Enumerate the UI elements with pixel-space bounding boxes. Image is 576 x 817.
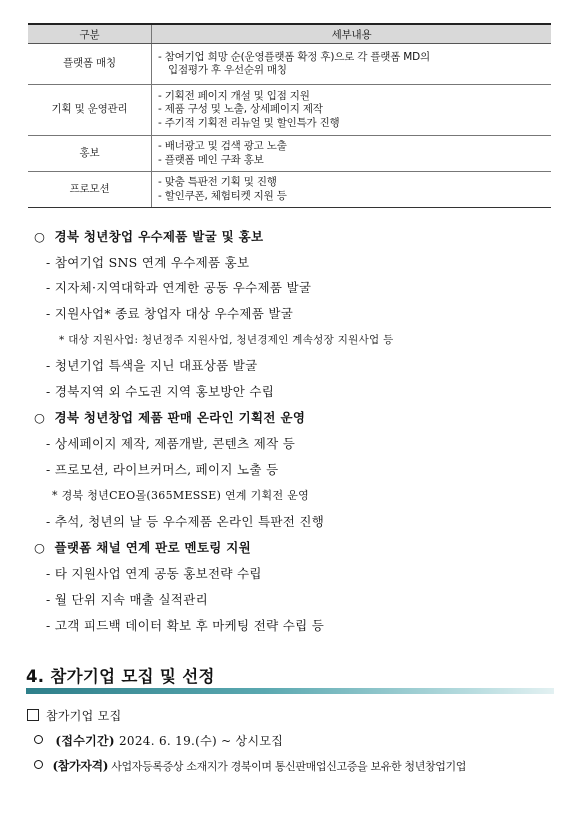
list-item (46, 460, 278, 478)
table-cell-details (152, 44, 552, 85)
table-row (28, 44, 551, 85)
table-cell-category: 홍보 (28, 136, 152, 172)
list-item (46, 616, 324, 634)
bullet-marker: - (46, 358, 51, 373)
table-detail-line: - 맞춤 특판전 기획 및 진행 (158, 176, 277, 188)
table-row (28, 136, 551, 172)
table-cell-details (152, 136, 552, 172)
bullet-marker: - (46, 462, 51, 477)
list-item (46, 278, 311, 296)
bullet-marker: - (46, 618, 51, 633)
section-heading (34, 227, 263, 245)
footnote (59, 332, 394, 347)
footnote-marker: * (59, 334, 65, 346)
section-4-title: 4. 참가기업 모집 및 선정 (26, 667, 215, 686)
list-item (46, 434, 295, 452)
section-heading-text: 경북 청년창업 우수제품 발굴 및 홍보 (54, 229, 264, 244)
table-row (28, 172, 551, 208)
footnote-marker: * (52, 489, 58, 502)
list-item-text: 추석, 청년의 날 등 우수제품 온라인 특판전 진행 (54, 514, 325, 529)
list-item-text: 지원사업* 종료 창업자 대상 우수제품 발굴 (54, 306, 294, 321)
table-detail-line: - 참여기업 희망 순(운영플랫폼 확정 후)으로 각 플랫폼 MD의 (158, 50, 430, 63)
list-item (46, 564, 262, 582)
list-item-text: 월 단위 지속 매출 실적관리 (54, 592, 209, 607)
eligibility-label: (참가자격) (52, 759, 109, 773)
bullet-marker: ○ (34, 410, 46, 425)
list-item-text: 프로모션, 라이브커머스, 페이지 노출 등 (54, 462, 279, 477)
list-item-text: 청년기업 특색을 지닌 대표상품 발굴 (54, 358, 258, 373)
hollow-circle-bullet-icon (34, 735, 43, 744)
bullet-marker: - (46, 436, 51, 451)
bullet-marker: ○ (34, 229, 46, 244)
section-heading (34, 408, 305, 426)
support-details-table (28, 23, 551, 208)
table-cell-category: 플랫폼 매칭 (28, 44, 152, 85)
subheading-text: 참가기업 모집 (46, 709, 122, 723)
checkbox-square-icon (27, 709, 39, 721)
table-header-details: 세부내용 (152, 24, 552, 44)
bullet-marker: - (46, 280, 51, 295)
bullet-marker: - (46, 514, 51, 529)
list-item-text: 상세페이지 제작, 제품개발, 콘텐츠 제작 등 (54, 436, 296, 451)
list-item (46, 382, 274, 400)
list-item (46, 304, 293, 322)
section-heading-text: 플랫폼 채널 연계 판로 멘토링 지원 (54, 540, 252, 555)
bullet-marker: - (46, 384, 51, 399)
list-item-text: 참여기업 SNS 연계 우수제품 홍보 (54, 255, 250, 270)
table-header-category: 구분 (28, 24, 152, 44)
bullet-marker: - (46, 566, 51, 581)
table-cell-category: 프로모션 (28, 172, 152, 208)
hollow-circle-bullet-icon (34, 760, 43, 769)
section-heading (34, 538, 251, 556)
table-detail-line: - 할인쿠폰, 체험티켓 지원 등 (158, 189, 287, 202)
list-item (46, 590, 208, 608)
list-item-text: 고객 피드백 데이터 확보 후 마케팅 전략 수립 등 (54, 618, 325, 633)
table-cell-category: 기획 및 운영관리 (28, 85, 152, 136)
table-cell-details (152, 172, 552, 208)
bullet-marker: - (46, 306, 51, 321)
bullet-marker: ○ (34, 540, 46, 555)
list-item (46, 253, 249, 271)
bullet-marker: - (46, 255, 51, 270)
table-row (28, 85, 551, 136)
table-detail-line: - 기획전 페이지 개설 및 입점 지원 (158, 89, 310, 102)
recruit-period (34, 732, 283, 749)
table-detail-line: - 제품 구성 및 노출, 상세페이지 제작 (158, 103, 323, 116)
section-title-underline (26, 688, 554, 694)
section-heading-text: 경북 청년창업 제품 판매 온라인 기획전 운영 (54, 410, 306, 425)
list-item-text: 지자체·지역대학과 연계한 공동 우수제품 발굴 (54, 280, 312, 295)
table-detail-line: - 배너광고 및 검색 광고 노출 (158, 140, 287, 152)
table-header-row (28, 24, 551, 44)
eligibility (34, 757, 466, 774)
table-detail-line: - 플랫폼 메인 구좌 홍보 (158, 153, 264, 166)
footnote (52, 487, 309, 503)
table-detail-line: 입점평가 후 우선순위 매칭 (168, 64, 287, 76)
list-item-text: 경북지역 외 수도권 지역 홍보방안 수립 (54, 384, 275, 399)
footnote-text: 대상 지원사업: 청년정주 지원사업, 청년경제인 계속성장 지원사업 등 (68, 334, 394, 346)
list-item-text: 타 지원사업 연계 공동 홍보전략 수립 (54, 566, 262, 581)
footnote-text: 경북 청년CEO몰(365MESSE) 연계 기획전 운영 (61, 489, 310, 502)
list-item (46, 356, 258, 374)
table-detail-line: - 주기적 기획전 리뉴얼 및 할인특가 진행 (158, 116, 340, 129)
eligibility-value: 사업자등록증상 소재지가 경북이며 통신판매업신고증을 보유한 청년창업기업 (111, 760, 467, 773)
subheading (27, 707, 121, 724)
list-item (46, 512, 324, 530)
table-cell-details (152, 85, 552, 136)
period-label: (접수기간) (55, 734, 115, 748)
bullet-marker: - (46, 592, 51, 607)
period-value: 2024. 6. 19.(수) ~ 상시모집 (119, 734, 284, 748)
